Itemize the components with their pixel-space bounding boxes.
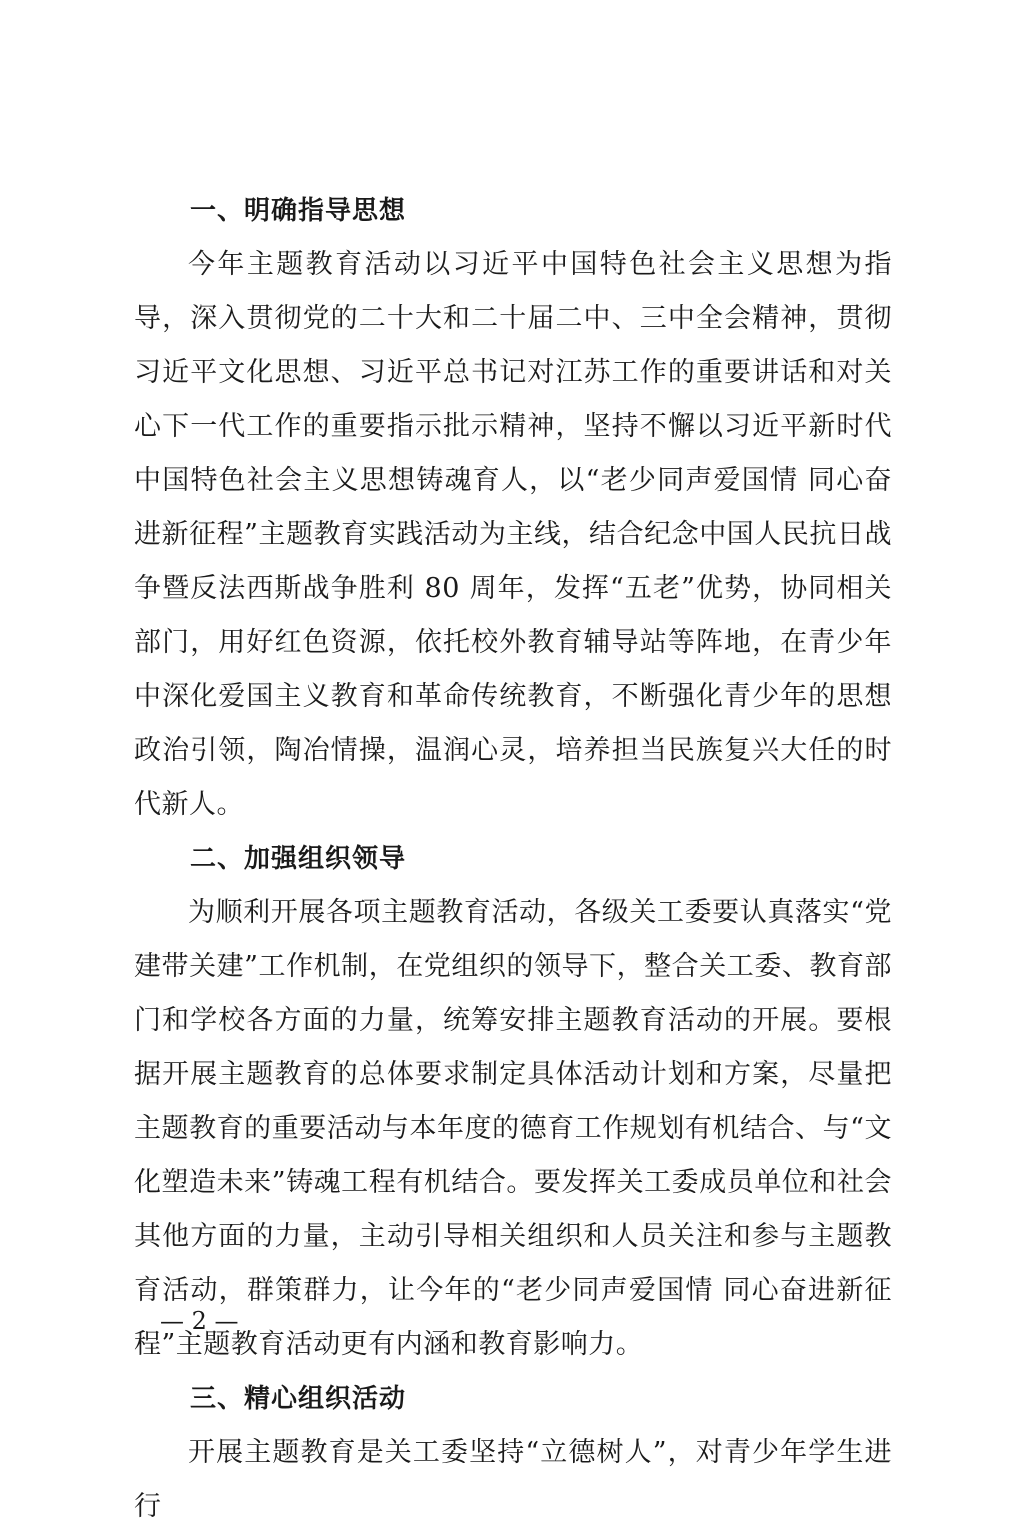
- section-paragraph-2: 为顺利开展各项主题教育活动，各级关工委要认真落实“党建带关建”工作机制，在党组织的领导下，整合关工委、教育部门和学校各方面的力量，统筹安排主题教育活动的开展。要根据开展主题教育的总体要求制定具体活动计划和方案，尽量把主题教育的重要活动与本年度的德育工作规划有机结合、与“文化塑造未来”铸魂工程有机结合。要发挥关工委成员单位和社会其他方面的力量，主动引导相关组织和人员关注和参与主题教育活动，群策群力，让今年的“老少同声爱国情 同心奋进新征程”主题教育活动更有内涵和教育影响力。: [134, 897, 892, 1360]
- page-number: — 2 —: [160, 1307, 239, 1335]
- section-heading-2: 二、加强组织领导: [190, 844, 407, 874]
- document-body: [134, 184, 892, 1534]
- section-paragraph-3: 开展主题教育是关工委坚持“立德树人”，对青少年学生进行: [134, 1437, 892, 1522]
- section-heading-1: 一、明确指导思想: [190, 196, 407, 226]
- section-paragraph-1: 今年主题教育活动以习近平中国特色社会主义思想为指导，深入贯彻党的二十大和二十届二中、三中全会精神，贯彻习近平文化思想、习近平总书记对江苏工作的重要讲话和对关心下一代工作的重要指示批示精神，坚持不懈以习近平新时代中国特色社会主义思想铸魂育人，以“老少同声爱国情 同心奋进新征程”主题教育实践活动为主线，结合纪念中国人民抗日战争暨反法西斯战争胜利 80 周年，发挥“五老”优势，协同相关部门，用好红色资源，依托校外教育辅导站等阵地，在青少年中深化爱国主义教育和革命传统教育，不断强化青少年的思想政治引领，陶冶情操，温润心灵，培养担当民族复兴大任的时代新人。: [134, 249, 892, 820]
- section-heading-3: 三、精心组织活动: [190, 1384, 407, 1414]
